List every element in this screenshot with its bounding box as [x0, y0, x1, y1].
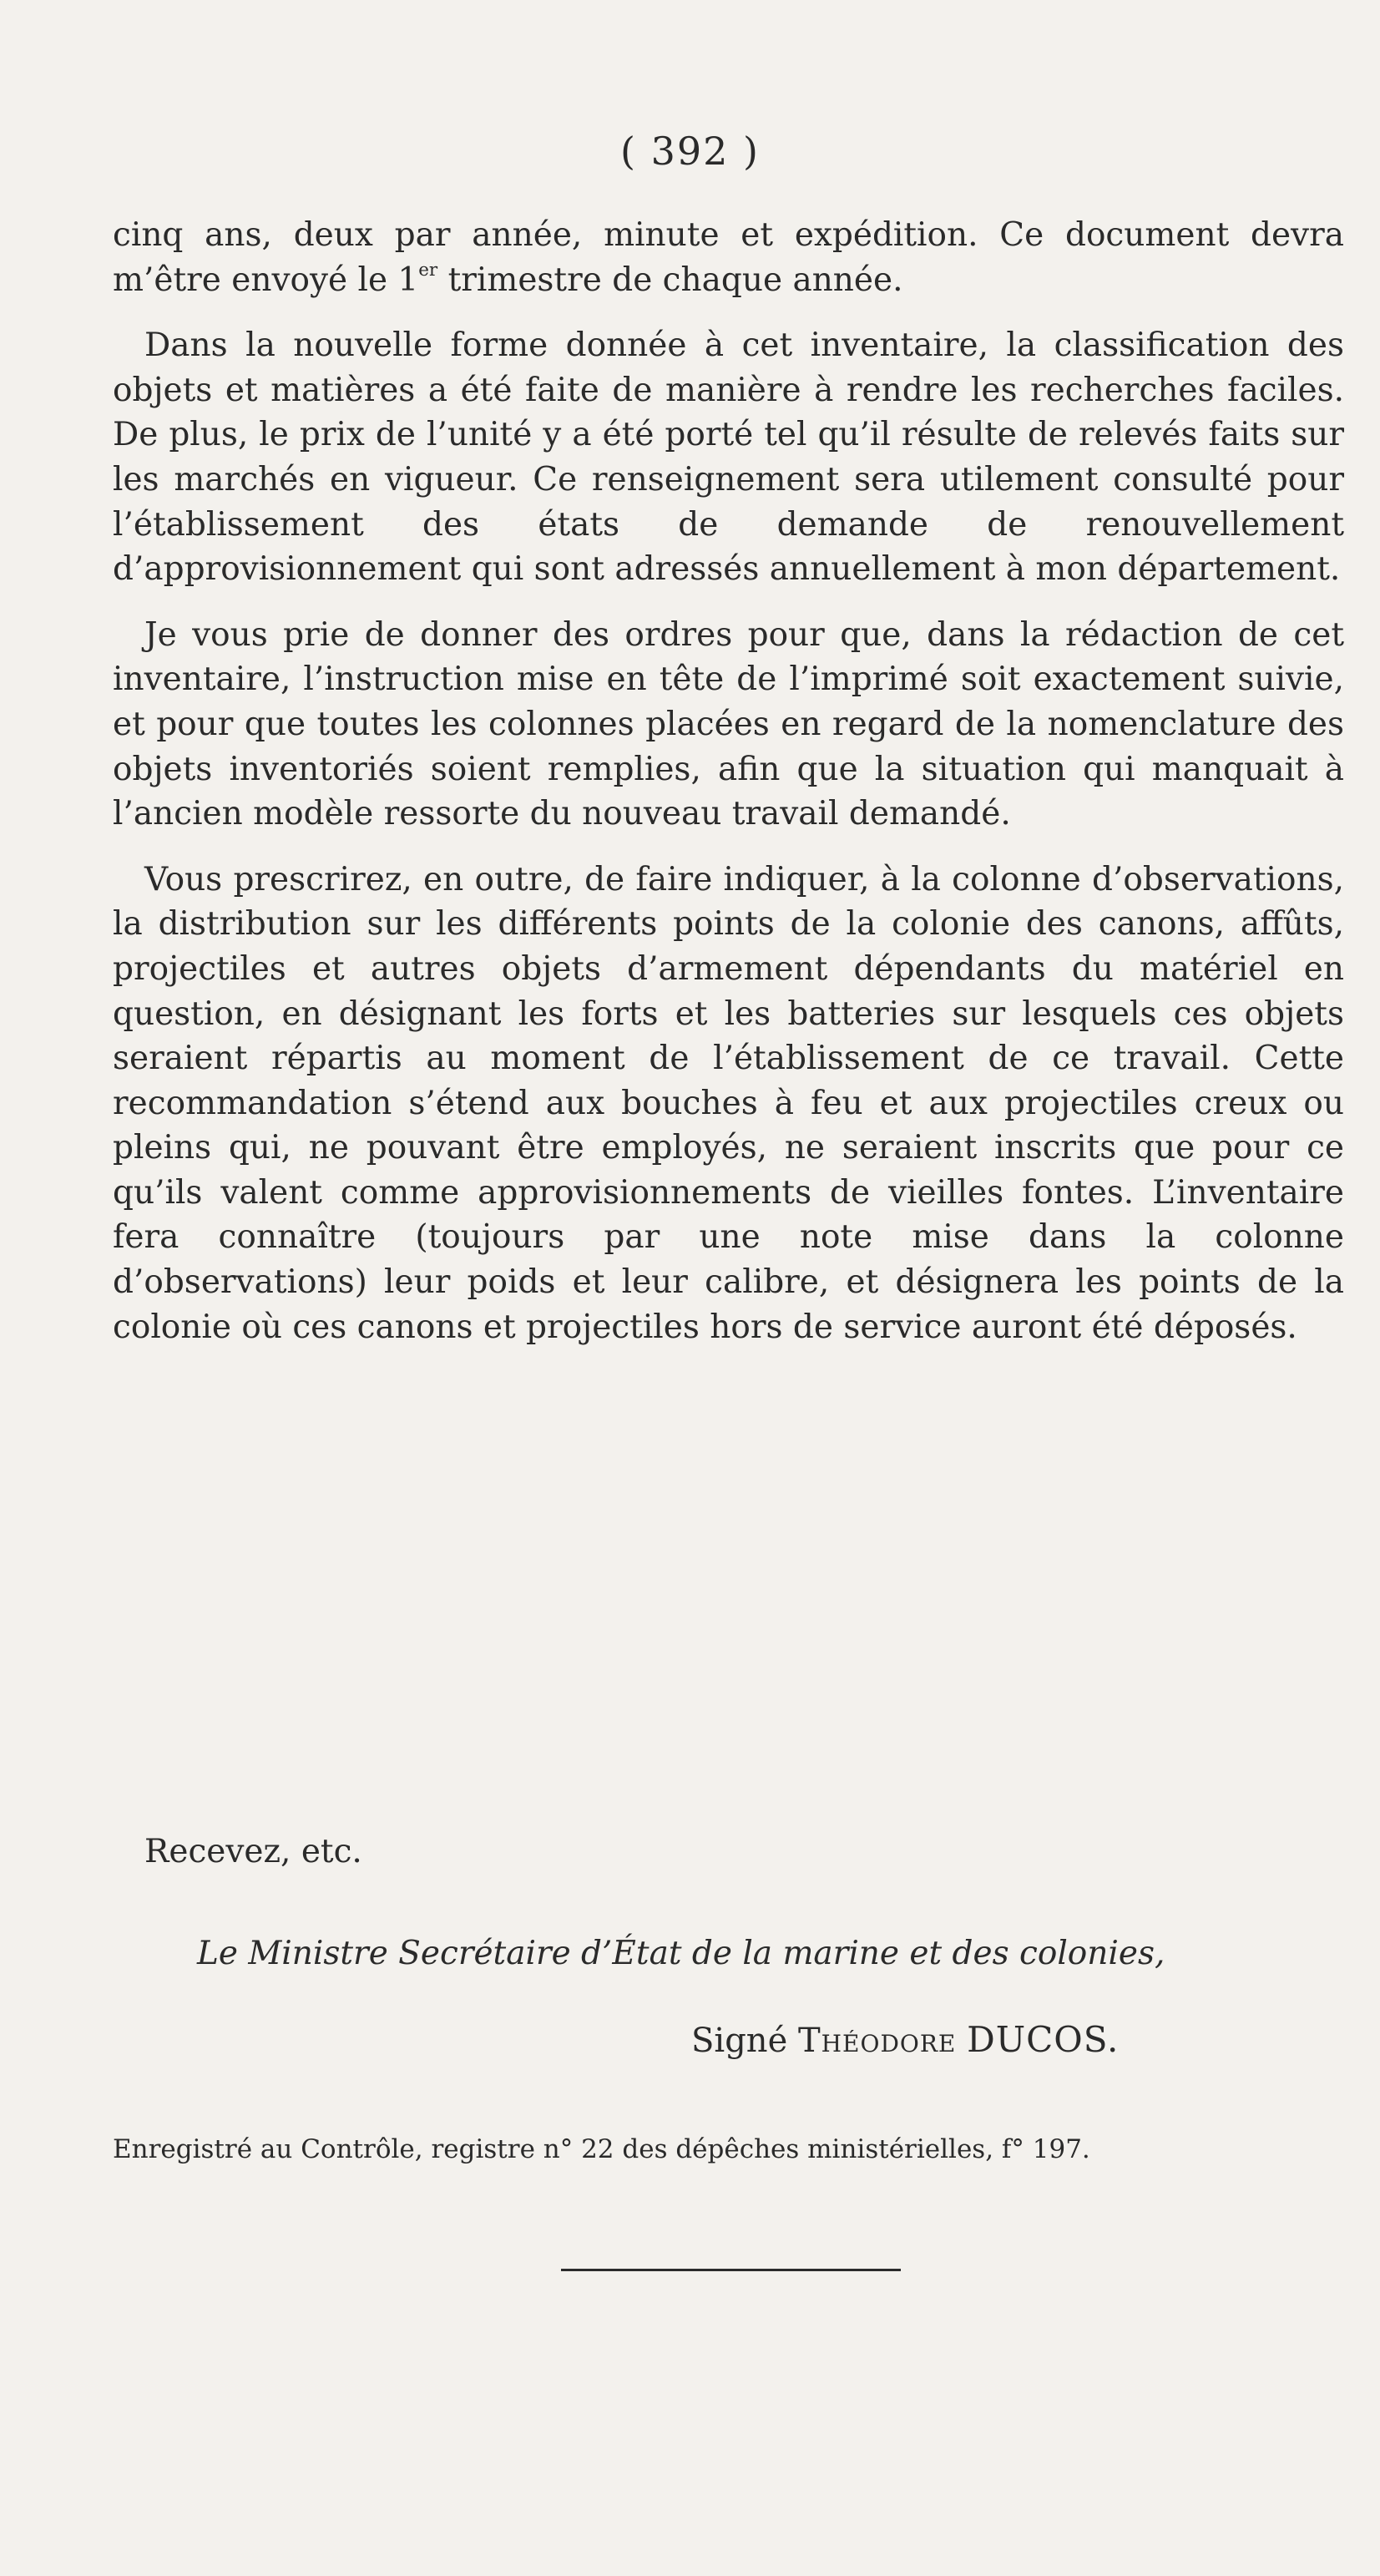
signature [691, 2019, 1119, 2062]
closing-rule [561, 2269, 901, 2271]
signature-first-name: Théodore [797, 2022, 957, 2060]
paragraph-2: Dans la nouvelle forme donnée à cet inventaire, la classification des objets et matières a été faite de manière à rendre les recherches faciles. De plus, le prix de l’unité y a été porté tel qu’il résulte de relevés faits sur les marchés en vigueur. Ce renseignement sera utilement consulté pour l’établissement des états de demande de renouvellement d’approvisionnement qui sont adressés annuellement à mon département. [113, 326, 1344, 589]
closing-formula: Recevez, etc. [144, 1833, 362, 1870]
letter-body [113, 213, 1344, 1349]
signature-prefix: Signé [691, 2022, 788, 2060]
page-number: ( 392 ) [620, 129, 760, 174]
registration-note: Enregistré au Contrôle, registre n° 22 des dépêches ministérielles, f° 197. [113, 2134, 1090, 2164]
paragraph-1-superscript: er [418, 259, 438, 281]
minister-title: Le Ministre Secrétaire d’État de la marine et des colonies, [197, 1935, 1165, 1972]
paragraph-1-text-end: trimestre de chaque année. [437, 261, 903, 299]
signature-last-name: DUCOS. [967, 2019, 1120, 2060]
paragraph-1 [113, 213, 1344, 302]
paragraph-3: Je vous prie de donner des ordres pour que, dans la rédaction de cet inventaire, l’instruction mise en tête de l’imprimé soit exactement suivie, et pour que toutes les colonnes placées en regard de la nomenclature des objets inventoriés soient remplies, afin que la situation qui manquait à l’ancien modèle ressorte du nouveau travail demandé. [113, 615, 1344, 833]
paragraph-4: Vous prescrirez, en outre, de faire indiquer, à la colonne d’observations, la distribution sur les différents points de la colonie des canons, affûts, projectiles et autres objets d’armement dépendants du matériel en question, en désignant les forts et les batteries sur lesquels ces objets seraient répartis au moment de l’établissement de ce travail. Cette recommandation s’étend aux bouches à feu et aux projectiles creux ou pleins qui, ne pouvant être employés, ne seraient inscrits que pour ce qu’ils valent comme approvisionnements de vieilles fontes. L’inventaire fera connaître (toujours par une note mise dans la colonne d’observations) leur poids et leur calibre, et désignera les points de la colonie où ces canons et projectiles hors de service auront été déposés. [113, 860, 1344, 1346]
paragraph-1-text-start: cinq ans, deux par année, minute et expédition. Ce document devra m’être envoyé le 1 [113, 216, 1344, 299]
